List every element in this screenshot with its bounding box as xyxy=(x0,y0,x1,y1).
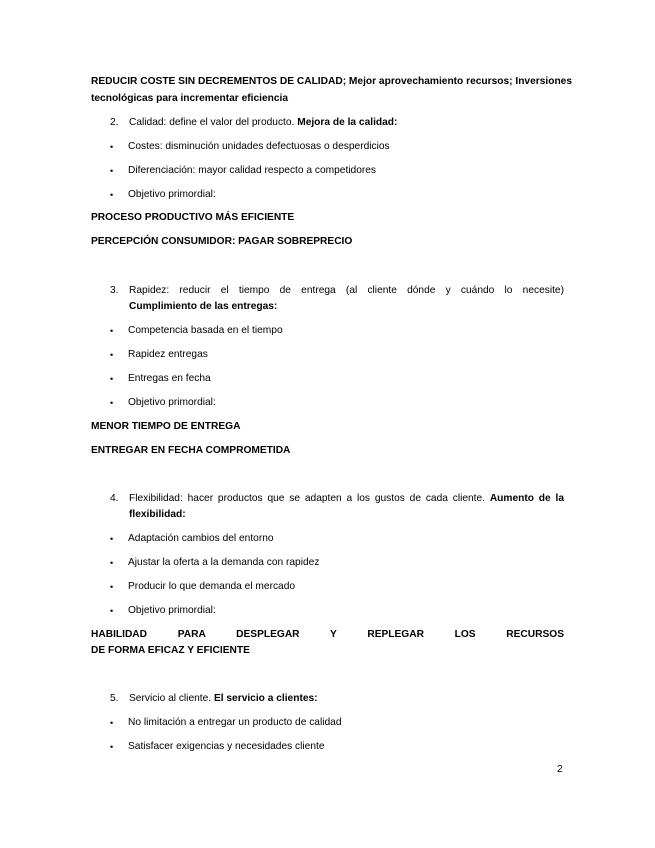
bullet-item: • Objetivo primordial: xyxy=(110,603,564,619)
intro-line-1 xyxy=(91,74,572,90)
bullet-icon: • xyxy=(110,582,114,592)
bullet-icon: • xyxy=(110,718,114,728)
bullet-icon: • xyxy=(110,374,114,384)
bullet-icon: • xyxy=(110,742,114,752)
bullet-item: • Objetivo primordial: xyxy=(110,395,564,411)
bullet-icon: • xyxy=(110,166,114,176)
item-number: 2. xyxy=(110,117,119,128)
bullet-icon: • xyxy=(110,350,114,360)
bullet-item: • Competencia basada en el tiempo xyxy=(110,323,564,339)
bullet-icon: • xyxy=(110,606,114,616)
list-item-2 xyxy=(110,115,564,131)
item-number: 4. xyxy=(110,493,119,504)
outcome-heading: PROCESO PRODUCTIVO MÁS EFICIENTE xyxy=(91,212,295,223)
outcome-heading: DE FORMA EFICAZ Y EFICIENTE xyxy=(91,645,250,656)
item-text: Flexibilidad: hacer productos que se adapten a los gustos de cada cliente. xyxy=(129,493,490,504)
bullet-icon: • xyxy=(110,534,114,544)
item-bold: Aumento de la xyxy=(489,493,564,504)
outcome-heading: HABILIDAD PARA DESPLEGAR Y REPLEGAR LOS RECURSOS xyxy=(91,629,564,640)
bullet-item: • Rapidez entregas xyxy=(110,347,564,363)
item-text: Servicio al cliente. xyxy=(129,693,214,704)
intro-bold-lead: REDUCIR COSTE SIN DECREMENTOS DE CALIDAD; xyxy=(91,76,347,87)
list-item-3 xyxy=(110,283,564,315)
list-item-5 xyxy=(110,691,564,707)
item-text: Calidad: define el valor del producto. xyxy=(129,117,298,128)
bullet-icon: • xyxy=(110,558,114,568)
bullet-icon: • xyxy=(110,142,114,152)
item-bold: Cumplimiento de las entregas: xyxy=(129,301,278,312)
bullet-item: • Objetivo primordial: xyxy=(110,187,564,203)
bullet-item: • Producir lo que demanda el mercado xyxy=(110,579,564,595)
bullet-item: • Costes: disminución unidades defectuosas o desperdicios xyxy=(110,139,564,155)
page-number: 2 xyxy=(557,764,563,775)
list-item-4 xyxy=(110,491,564,523)
item-bold: Mejora de la calidad: xyxy=(297,117,398,128)
bullet-item: • Adaptación cambios del entorno xyxy=(110,531,564,547)
bullet-item: • Satisfacer exigencias y necesidades cliente xyxy=(110,739,564,755)
item-number: 5. xyxy=(110,693,119,704)
outcome-heading: MENOR TIEMPO DE ENTREGA xyxy=(91,421,241,432)
bullet-item: • Diferenciación: mayor calidad respecto a competidores xyxy=(110,163,564,179)
outcome-heading: ENTREGAR EN FECHA COMPROMETIDA xyxy=(91,445,291,456)
bullet-icon: • xyxy=(110,398,114,408)
bullet-item: • No limitación a entregar un producto de calidad xyxy=(110,715,564,731)
bullet-item: • Entregas en fecha xyxy=(110,371,564,387)
intro-lead-rest: Mejor aprovechamiento recursos; Inversiones xyxy=(346,76,572,87)
bullet-icon: • xyxy=(110,190,114,200)
item-number: 3. xyxy=(110,285,119,296)
bullet-icon: • xyxy=(110,326,114,336)
bullet-item: • Ajustar la oferta a la demanda con rapidez xyxy=(110,555,564,571)
item-text: Rapidez: reducir el tiempo de entrega (al cliente dónde y cuándo lo necesite) xyxy=(129,285,564,296)
outcome-heading: PERCEPCIÓN CONSUMIDOR: PAGAR SOBREPRECIO xyxy=(91,236,353,247)
item-bold: El servicio a clientes: xyxy=(213,693,318,704)
intro-line-2: tecnológicas para incrementar eficiencia xyxy=(91,93,289,104)
item-bold-continued: flexibilidad: xyxy=(129,509,186,520)
